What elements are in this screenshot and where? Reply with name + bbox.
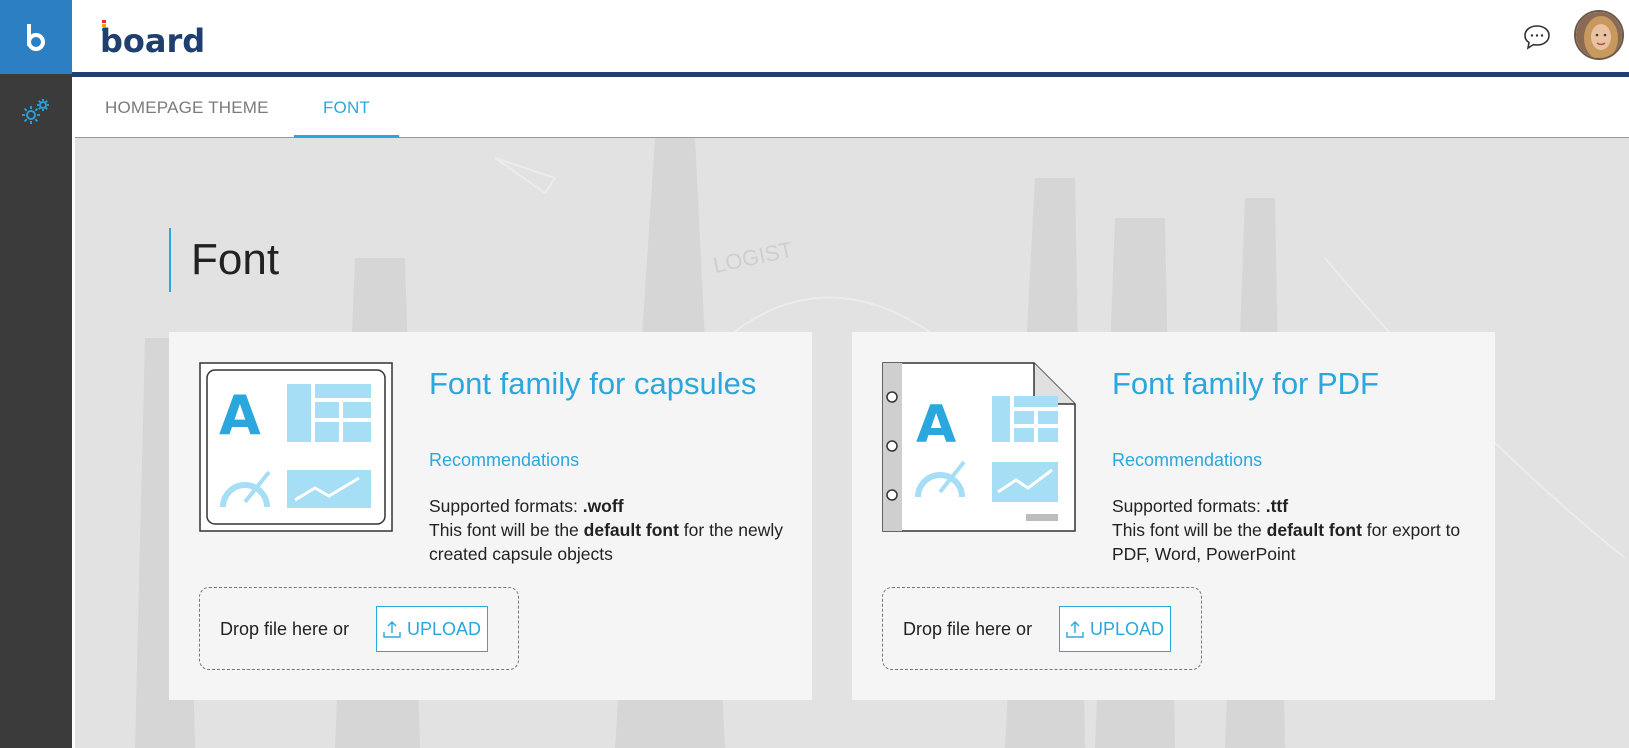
card-description — [1112, 494, 1472, 566]
card-description — [429, 494, 789, 566]
formats-label: Supported formats: — [429, 496, 583, 516]
capsules-font-card — [169, 332, 812, 700]
svg-text:LOGIST: LOGIST — [710, 236, 795, 278]
upload-label: UPLOAD — [1089, 618, 1165, 639]
upload-icon — [383, 620, 401, 638]
avatar[interactable] — [1574, 10, 1624, 60]
pdf-document-illustration-icon — [882, 362, 1082, 538]
tab-bar — [75, 77, 1629, 138]
file-dropzone[interactable] — [882, 587, 1202, 670]
board-logo[interactable] — [100, 18, 210, 58]
desc-after: for the newly created capsule objects — [429, 520, 783, 564]
page-title: Font — [191, 235, 280, 284]
drop-label: Drop file here or — [220, 619, 350, 639]
desc-bold: default font — [1266, 520, 1362, 540]
upload-button[interactable] — [376, 606, 488, 652]
card-title: Font family for PDF — [1112, 366, 1379, 401]
top-header — [72, 0, 1629, 74]
chat-icon[interactable] — [1522, 23, 1552, 51]
left-rail — [0, 0, 72, 748]
formats-value: .woff — [582, 496, 624, 516]
recommendations-link[interactable]: Recommendations — [1112, 450, 1263, 470]
page-title-block — [169, 228, 279, 292]
upload-label: UPLOAD — [406, 618, 482, 639]
desc-before: This font will be the — [429, 520, 584, 540]
recommendations-link[interactable]: Recommendations — [429, 450, 580, 470]
brand-wordmark: board — [100, 22, 206, 58]
tab-homepage-theme[interactable]: HOMEPAGE THEME — [105, 98, 269, 117]
svg-text:A: A — [916, 395, 957, 455]
svg-text:A: A — [219, 384, 261, 447]
upload-icon — [1066, 620, 1084, 638]
pdf-font-card — [852, 332, 1495, 700]
upload-button[interactable] — [1059, 606, 1171, 652]
board-b-icon[interactable] — [0, 0, 72, 74]
file-dropzone[interactable] — [199, 587, 519, 670]
main-content — [75, 138, 1629, 748]
desc-bold: default font — [583, 520, 679, 540]
drop-label: Drop file here or — [903, 619, 1033, 639]
desc-before: This font will be the — [1112, 520, 1267, 540]
capsule-illustration-icon — [199, 362, 399, 538]
formats-value: .ttf — [1265, 496, 1289, 516]
tab-font[interactable]: FONT — [294, 77, 399, 138]
formats-label: Supported formats: — [1112, 496, 1266, 516]
desc-after: for export to PDF, Word, PowerPoint — [1112, 520, 1461, 564]
settings-gears-icon[interactable] — [20, 96, 52, 128]
card-title: Font family for capsules — [429, 366, 757, 401]
